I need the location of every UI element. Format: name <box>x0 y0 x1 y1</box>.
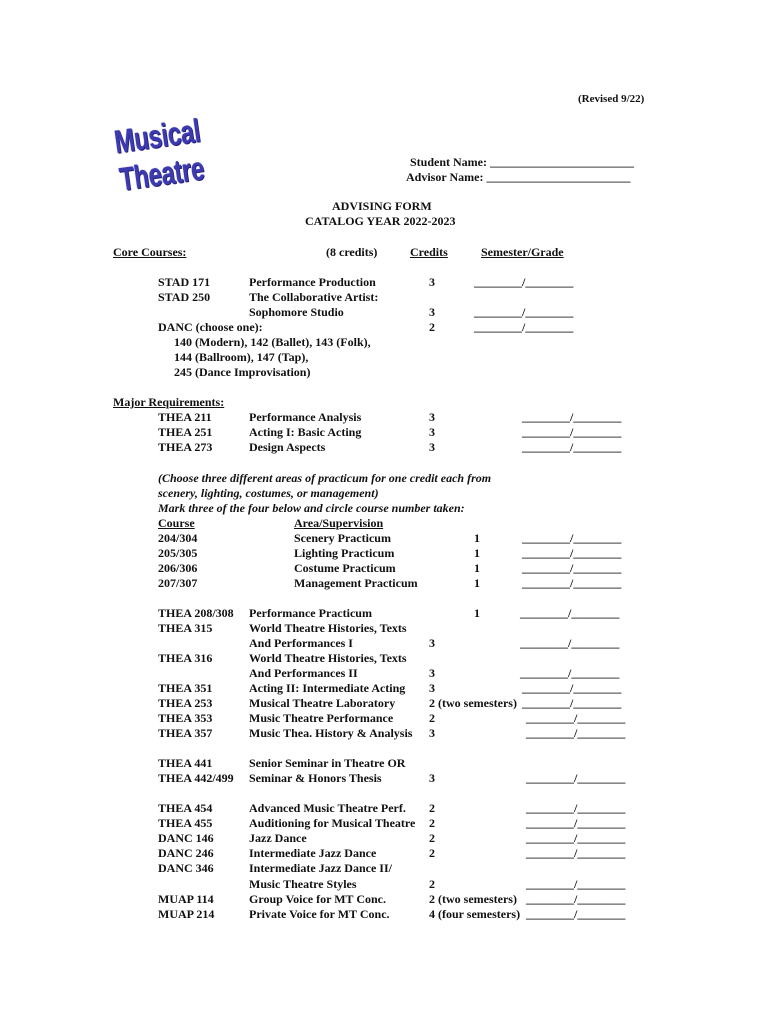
course-title: Senior Seminar in Theatre OR <box>249 756 406 770</box>
course-code: THEA 211 <box>158 410 212 424</box>
course-credits: 2 <box>429 877 435 891</box>
semester-grade-blank[interactable]: ________/________ <box>522 546 622 560</box>
course-title-cont: Sophomore Studio <box>249 305 344 319</box>
course-code: THEA 442/499 <box>158 771 234 785</box>
course-credits: 2 <box>429 711 435 725</box>
semester-grade-blank[interactable]: ________/________ <box>526 877 626 891</box>
course-title: Intermediate Jazz Dance II/ <box>249 861 392 875</box>
semester-grade-blank[interactable]: ________/________ <box>520 666 620 680</box>
course-title-cont: And Performances II <box>249 666 358 680</box>
course-title: World Theatre Histories, Texts <box>249 651 407 665</box>
course-credits: 3 <box>429 636 435 650</box>
practicum-code[interactable]: 205/305 <box>158 546 198 560</box>
course-credits: 3 <box>429 440 435 454</box>
course-title: Group Voice for MT Conc. <box>249 892 387 906</box>
semester-grade-blank[interactable]: ________/________ <box>522 425 622 439</box>
course-credits: 3 <box>429 275 435 289</box>
course-credits: 1 <box>474 576 480 590</box>
course-credits: 2 <box>429 320 435 334</box>
semester-grade-blank[interactable]: ________/________ <box>526 771 626 785</box>
course-title: Performance Analysis <box>249 410 362 424</box>
course-title: Advanced Music Theatre Perf. <box>249 801 406 815</box>
course-title: Jazz Dance <box>249 831 307 845</box>
danc-options: 140 (Modern), 142 (Ballet), 143 (Folk), <box>174 335 371 349</box>
course-credits: 3 <box>429 771 435 785</box>
musical-theatre-logo <box>112 110 262 198</box>
course-code: DANC 246 <box>158 846 214 860</box>
course-title: Design Aspects <box>249 440 326 454</box>
course-code: DANC 346 <box>158 861 214 875</box>
practicum-code[interactable]: 207/307 <box>158 576 198 590</box>
practicum-code[interactable]: 204/304 <box>158 531 198 545</box>
semester-grade-blank[interactable]: ________/________ <box>520 606 620 620</box>
practicum-instructions: scenery, lighting, costumes, or management) <box>158 486 379 500</box>
course-title: Private Voice for MT Conc. <box>249 907 390 921</box>
course-title: Performance Production <box>249 275 376 289</box>
core-courses-heading: Core Courses: <box>113 245 187 259</box>
semester-grade-blank[interactable]: ________/________ <box>474 320 574 334</box>
course-code: THEA 454 <box>158 801 213 815</box>
course-credits: 3 <box>429 305 435 319</box>
course-credits: 1 <box>474 606 480 620</box>
course-title-cont: And Performances I <box>249 636 353 650</box>
major-requirements-heading: Major Requirements: <box>113 395 225 409</box>
course-code: THEA 273 <box>158 440 213 454</box>
course-credits: 3 <box>429 410 435 424</box>
course-credits: 2 <box>429 846 435 860</box>
semester-grade-blank[interactable]: ________/________ <box>522 531 622 545</box>
course-credits: 2 <box>429 816 435 830</box>
semester-grade-blank[interactable]: ________/________ <box>526 816 626 830</box>
danc-choose-label: DANC (choose one): <box>158 320 263 334</box>
semester-grade-blank[interactable]: ________/________ <box>520 636 620 650</box>
course-credits: 4 (four semesters) <box>429 907 521 921</box>
course-code: STAD 171 <box>158 275 211 289</box>
course-code: DANC 146 <box>158 831 214 845</box>
course-code: THEA 251 <box>158 425 213 439</box>
semester-grade-blank[interactable]: ________/________ <box>522 440 622 454</box>
course-title: Acting II: Intermediate Acting <box>249 681 406 695</box>
course-credits: 3 <box>429 666 435 680</box>
course-credits: 3 <box>429 681 435 695</box>
semester-grade-blank[interactable]: ________/________ <box>526 801 626 815</box>
semester-grade-blank[interactable]: ________/________ <box>522 681 622 695</box>
catalog-year: CATALOG YEAR 2022-2023 <box>305 214 456 228</box>
practicum-code[interactable]: 206/306 <box>158 561 198 575</box>
advisor-name-field[interactable]: Advisor Name: ________________________ <box>406 170 631 184</box>
course-credits: 1 <box>474 546 480 560</box>
course-code: THEA 208/308 <box>158 606 234 620</box>
semester-grade-blank[interactable]: ________/________ <box>526 907 626 921</box>
course-credits: 1 <box>474 531 480 545</box>
course-title: Intermediate Jazz Dance <box>249 846 377 860</box>
course-code: MUAP 114 <box>158 892 214 906</box>
practicum-area: Scenery Practicum <box>294 531 391 545</box>
form-title: ADVISING FORM <box>332 199 432 213</box>
semester-grade-blank[interactable]: ________/________ <box>474 275 574 289</box>
course-code: THEA 441 <box>158 756 213 770</box>
course-title: Auditioning for Musical Theatre <box>249 816 416 830</box>
course-title: Musical Theatre Laboratory <box>249 696 396 710</box>
course-code: THEA 455 <box>158 816 213 830</box>
semester-grade-blank[interactable]: ________/________ <box>526 892 626 906</box>
credits-column-header: Credits <box>410 245 448 259</box>
course-code: THEA 351 <box>158 681 213 695</box>
semester-grade-blank[interactable]: ________/________ <box>522 696 622 710</box>
danc-options: 245 (Dance Improvisation) <box>174 365 311 379</box>
semester-grade-blank[interactable]: ________/________ <box>522 576 622 590</box>
course-credits: 2 (two semesters) <box>429 892 517 906</box>
semester-grade-blank[interactable]: ________/________ <box>474 305 574 319</box>
course-title: Performance Practicum <box>249 606 372 620</box>
practicum-area: Costume Practicum <box>294 561 396 575</box>
semester-grade-blank[interactable]: ________/________ <box>526 711 626 725</box>
course-title: Music Theatre Performance <box>249 711 394 725</box>
logo-text: Musical Theatre <box>112 112 207 198</box>
practicum-area: Management Practicum <box>294 576 418 590</box>
course-credits: 2 <box>429 831 435 845</box>
danc-options: 144 (Ballroom), 147 (Tap), <box>174 350 309 364</box>
course-code: THEA 316 <box>158 651 213 665</box>
practicum-area: Lighting Practicum <box>294 546 395 560</box>
course-code: STAD 250 <box>158 290 211 304</box>
course-code: THEA 357 <box>158 726 213 740</box>
course-title: World Theatre Histories, Texts <box>249 621 407 635</box>
semester-grade-column-header: Semester/Grade <box>481 245 564 259</box>
course-title-cont: Music Theatre Styles <box>249 877 357 891</box>
course-code: MUAP 214 <box>158 907 215 921</box>
area-column-header: Area/Supervision <box>294 516 384 530</box>
course-credits: 3 <box>429 425 435 439</box>
course-credits: 2 <box>429 801 435 815</box>
student-name-field[interactable]: Student Name: ________________________ <box>410 155 634 169</box>
course-title: Seminar & Honors Thesis <box>249 771 382 785</box>
revision-note: (Revised 9/22) <box>578 93 645 105</box>
course-title: The Collaborative Artist: <box>249 290 379 304</box>
core-credits-note: (8 credits) <box>326 245 378 259</box>
semester-grade-blank[interactable]: ________/________ <box>522 410 622 424</box>
course-code: THEA 353 <box>158 711 213 725</box>
course-credits: 3 <box>429 726 435 740</box>
course-credits: 1 <box>474 561 480 575</box>
course-code: THEA 253 <box>158 696 213 710</box>
practicum-instructions: (Choose three different areas of practicum for one credit each from <box>158 471 492 485</box>
semester-grade-blank[interactable]: ________/________ <box>522 561 622 575</box>
semester-grade-blank[interactable]: ________/________ <box>526 726 626 740</box>
course-title: Music Thea. History & Analysis <box>249 726 413 740</box>
course-code: THEA 315 <box>158 621 213 635</box>
practicum-instructions: Mark three of the four below and circle course number taken: <box>158 501 465 515</box>
semester-grade-blank[interactable]: ________/________ <box>526 831 626 845</box>
course-title: Acting I: Basic Acting <box>249 425 362 439</box>
course-column-header: Course <box>158 516 195 530</box>
semester-grade-blank[interactable]: ________/________ <box>526 846 626 860</box>
course-credits: 2 (two semesters) <box>429 696 517 710</box>
